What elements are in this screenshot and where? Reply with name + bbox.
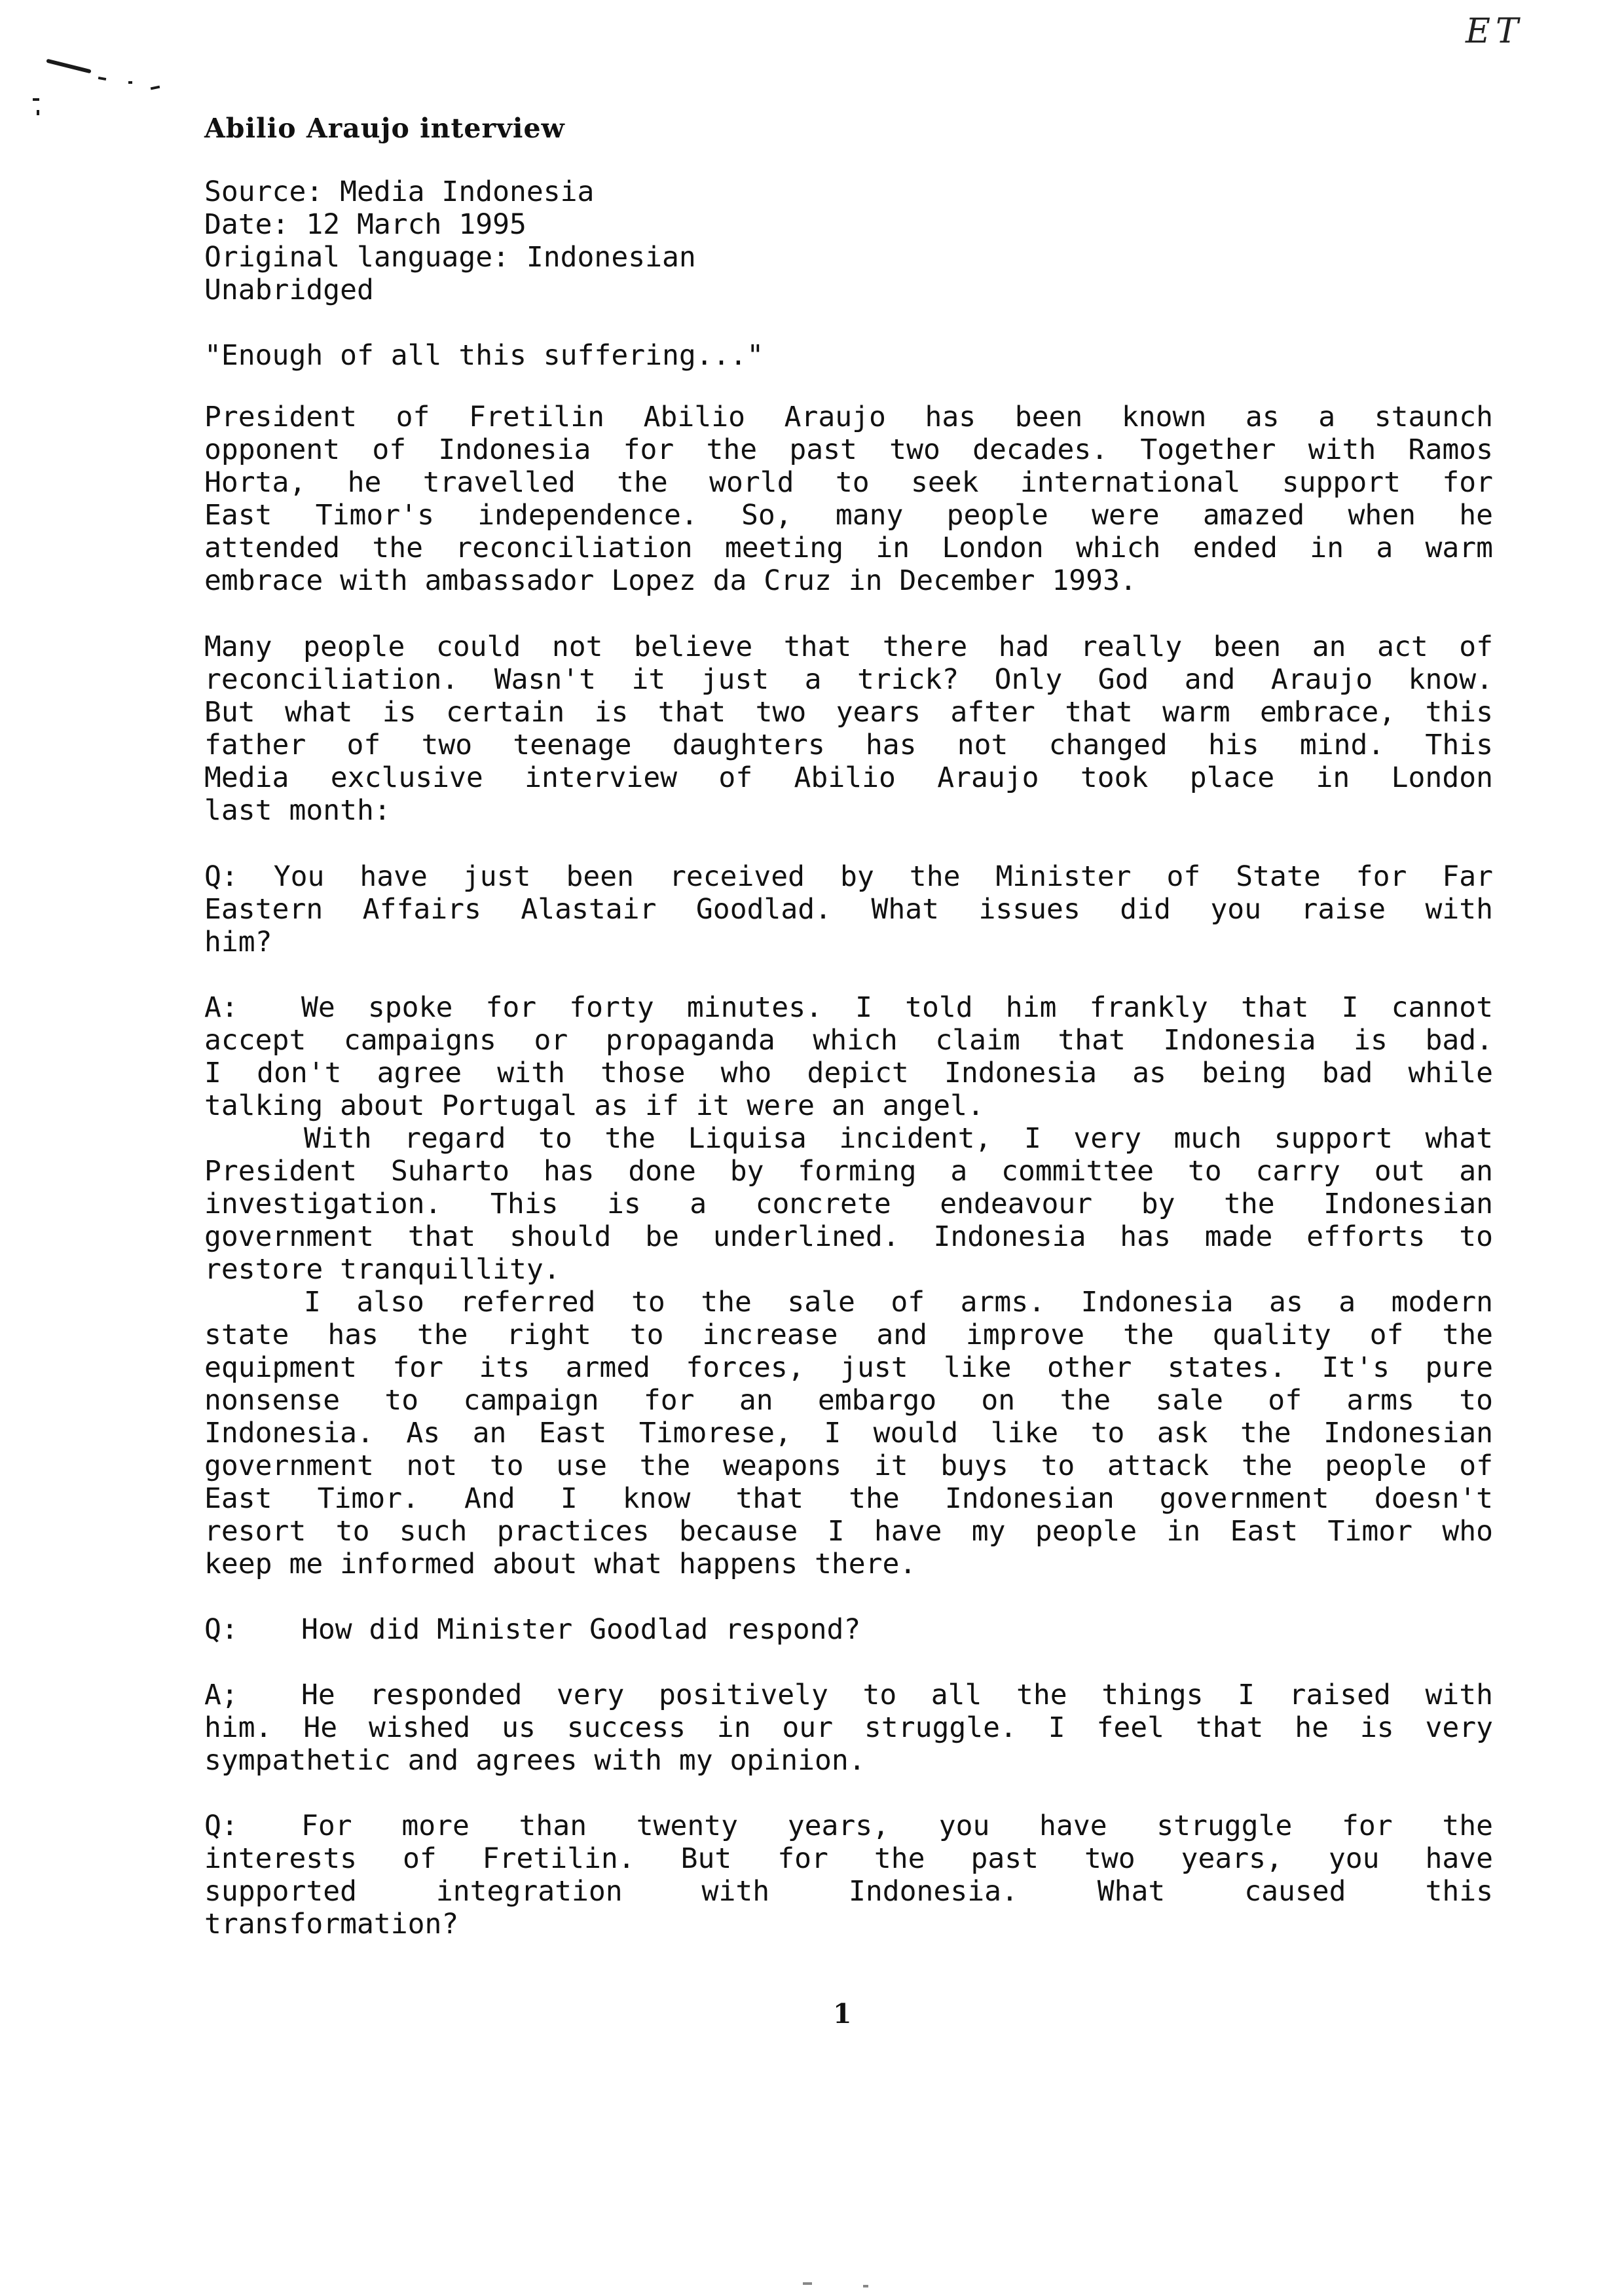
question-1 xyxy=(204,860,1493,958)
question-text: How did Minister Goodlad respond? xyxy=(301,1613,861,1646)
answer-1 xyxy=(204,991,1493,1580)
text-line: nonsense to campaign for an embargo on the sale of arms to xyxy=(204,1384,1493,1417)
document-title: Abilio Araujo interview xyxy=(204,113,565,144)
text-line xyxy=(204,991,1493,1024)
text-line: investigation. This is a concrete endeavour by the Indonesian xyxy=(204,1188,1493,1220)
text-line xyxy=(204,1810,1493,1842)
date-line: Date: 12 March 1995 xyxy=(204,208,526,241)
text-line: him? xyxy=(204,926,272,958)
intro-paragraph xyxy=(204,401,1493,597)
text-line: opponent of Indonesia for the past two decades. Together with Ramos xyxy=(204,433,1493,466)
text-line: resort to such practices because I have my people in East Timor who xyxy=(204,1515,1493,1548)
text-line: With regard to the Liquisa incident, I very much support what xyxy=(304,1122,1493,1155)
source-line: Source: Media Indonesia xyxy=(204,175,595,208)
text-line: father of two teenage daughters has not changed his mind. This xyxy=(204,729,1493,761)
text-line: transformation? xyxy=(204,1908,459,1941)
scan-artifact xyxy=(37,110,39,115)
text-line: talking about Portugal as if it were an angel. xyxy=(204,1089,984,1122)
text-line: last month: xyxy=(204,794,391,827)
text-line: government not to use the weapons it buys to attack the people of xyxy=(204,1449,1493,1482)
text-line: Horta, he travelled the world to seek international support for xyxy=(204,466,1493,499)
text-line: interests of Fretilin. But for the past two years, you have xyxy=(204,1842,1493,1875)
text-line: accept campaigns or propaganda which claim that Indonesia is bad. xyxy=(204,1024,1493,1057)
text-line: reconciliation. Wasn't it just a trick? Only God and Araujo know. xyxy=(204,663,1493,696)
question-label: Q: xyxy=(204,1810,238,1842)
text-line: Indonesia. As an East Timorese, I would like to ask the Indonesian xyxy=(204,1417,1493,1449)
text-line: President of Fretilin Abilio Araujo has been known as a staunch xyxy=(204,401,1493,433)
headline: "Enough of all this suffering..." xyxy=(204,339,764,372)
edition-line: Unabridged xyxy=(204,274,374,306)
language-line: Original language: Indonesian xyxy=(204,241,696,274)
text-line: government that should be underlined. Indonesia has made efforts to xyxy=(204,1220,1493,1253)
text-line: Q: You have just been received by the Minister of State for Far xyxy=(204,860,1493,893)
text-line: embrace with ambassador Lopez da Cruz in December 1993. xyxy=(204,564,1137,597)
scan-artifact xyxy=(33,98,39,101)
answer-label: A: xyxy=(204,991,238,1024)
page-number: 1 xyxy=(833,1998,852,2030)
answer-first-line: He responded very positively to all the things I raised with xyxy=(301,1679,1493,1711)
text-line: Eastern Affairs Alastair Goodlad. What issues did you raise with xyxy=(204,893,1493,926)
text-line: East Timor. And I know that the Indonesian government doesn't xyxy=(204,1482,1493,1515)
scan-artifact xyxy=(98,77,107,81)
intro-paragraph-2 xyxy=(204,630,1493,827)
text-line: I don't agree with those who depict Indonesia as being bad while xyxy=(204,1057,1493,1089)
scan-artifact xyxy=(46,59,91,74)
text-line: East Timor's independence. So, many people were amazed when he xyxy=(204,499,1493,532)
text-line: equipment for its armed forces, just like other states. It's pure xyxy=(204,1351,1493,1384)
text-line: attended the reconciliation meeting in London which ended in a warm xyxy=(204,532,1493,564)
text-line xyxy=(204,1613,1493,1646)
text-line: Many people could not believe that there had really been an act of xyxy=(204,630,1493,663)
question-2 xyxy=(204,1613,1493,1646)
text-line: keep me informed about what happens there. xyxy=(204,1548,917,1580)
text-line: sympathetic and agrees with my opinion. xyxy=(204,1744,866,1777)
answer-label: A; xyxy=(204,1679,238,1711)
answer-first-line: We spoke for forty minutes. I told him frankly that I cannot xyxy=(301,991,1493,1024)
answer-2 xyxy=(204,1679,1493,1777)
text-line: But what is certain is that two years after that warm embrace, this xyxy=(204,696,1493,729)
text-line: President Suharto has done by forming a committee to carry out an xyxy=(204,1155,1493,1188)
text-line: state has the right to increase and improve the quality of the xyxy=(204,1319,1493,1351)
scan-artifact xyxy=(151,86,160,90)
scan-artifact xyxy=(803,2282,812,2285)
text-line: restore tranquillity. xyxy=(204,1253,561,1286)
question-label: Q: xyxy=(204,1613,238,1646)
question-3 xyxy=(204,1810,1493,1941)
text-line xyxy=(204,1679,1493,1711)
text-line: I also referred to the sale of arms. Indonesia as a modern xyxy=(304,1286,1493,1319)
scan-artifact xyxy=(128,81,132,84)
text-line: him. He wished us success in our struggle. I feel that he is very xyxy=(204,1711,1493,1744)
scan-artifact xyxy=(863,2285,868,2287)
text-line: supported integration with Indonesia. What caused this xyxy=(204,1875,1493,1908)
text-line: Media exclusive interview of Abilio Araujo took place in London xyxy=(204,761,1493,794)
question-first-line: For more than twenty years, you have struggle for the xyxy=(301,1810,1493,1842)
handwritten-corner-mark: ET xyxy=(1466,12,1524,51)
